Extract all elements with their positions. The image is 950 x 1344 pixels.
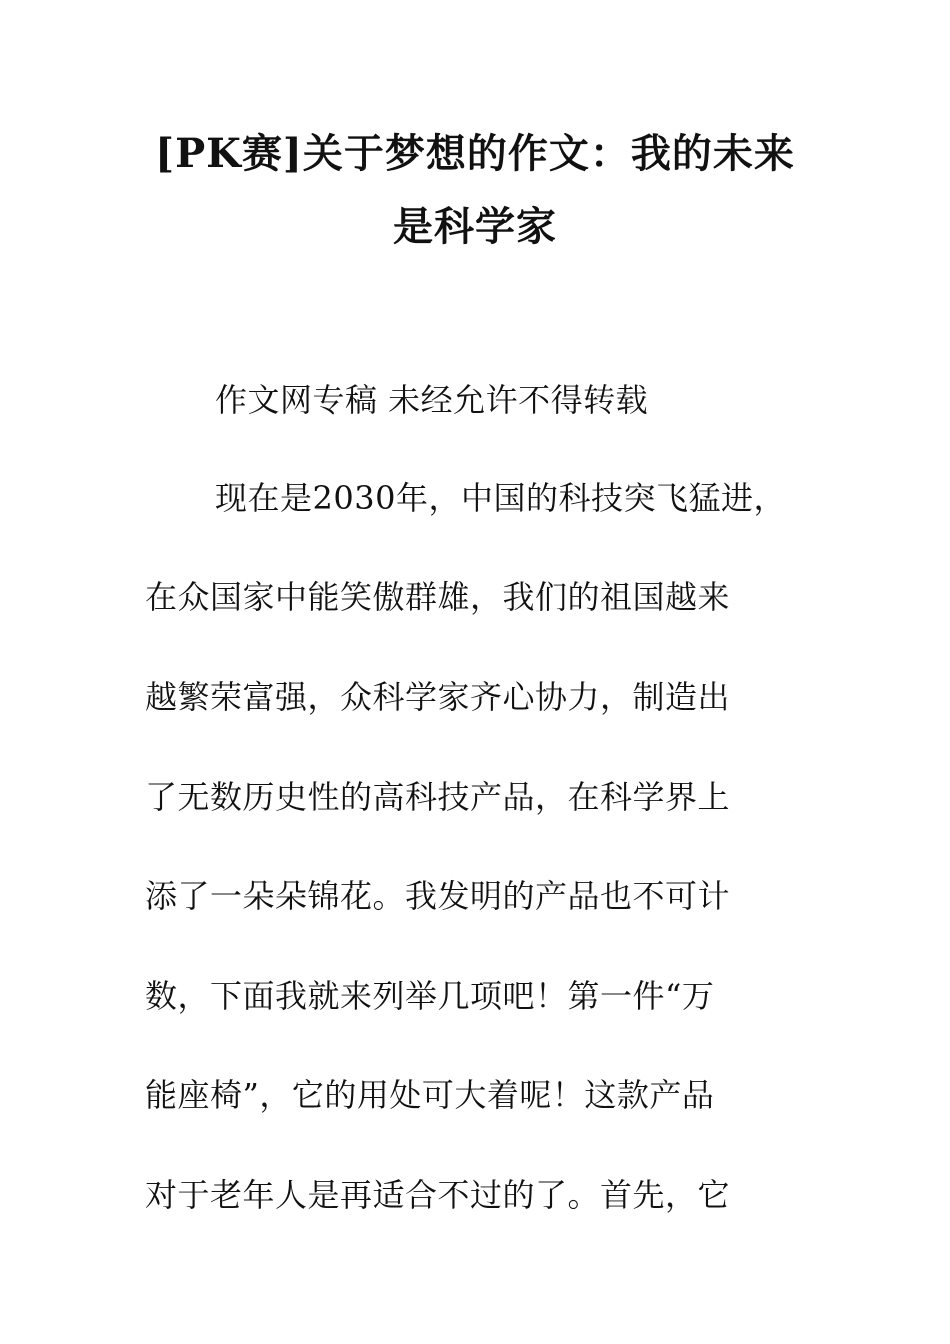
body-text-line: 越繁荣富强，众科学家齐心协力，制造出 [145,678,731,716]
body-text-line: 了无数历史性的高科技产品，在科学界上 [145,778,731,816]
body-text-line: 能座椅”，它的用处可大着呢！这款产品 [145,1076,715,1114]
body-text-line: 数，下面我就来列举几项吧！第一件“万 [145,977,715,1015]
body-text-line: 现在是2030年，中国的科技突飞猛进， [215,479,786,517]
copyright-notice: 作文网专稿 未经允许不得转载 [215,381,649,419]
body-text-line: 添了一朵朵锦花。我发明的产品也不可计 [145,877,731,915]
body-text-line: 对于老年人是再适合不过的了。首先，它 [145,1176,731,1214]
document-title-line-2: 是科学家 [393,203,557,250]
document-title-line-1: [PK赛]关于梦想的作文：我的未来 [155,130,795,177]
body-text-line: 在众国家中能笑傲群雄，我们的祖国越来 [145,578,731,616]
